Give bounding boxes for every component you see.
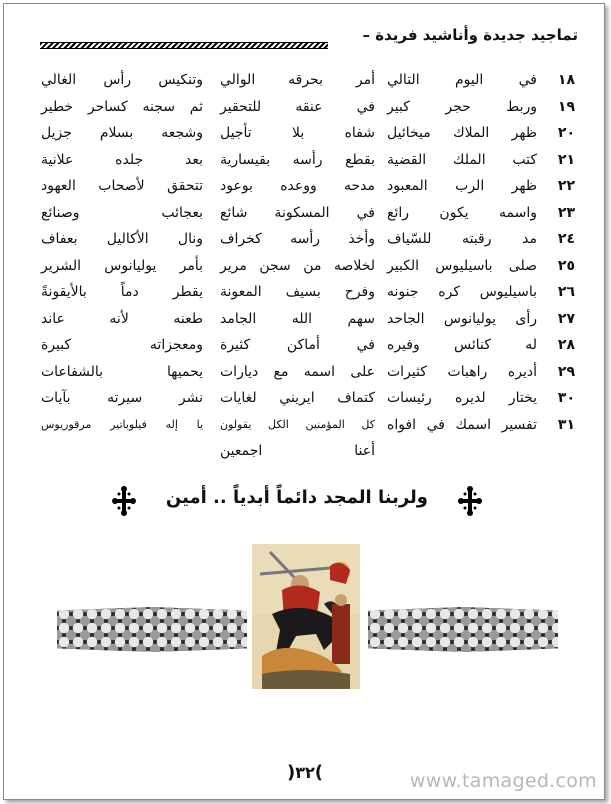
verse-line-1: وربط حجر كبير	[387, 98, 537, 115]
verse-line-1: واسمه يكون رائع	[387, 204, 537, 221]
verse-row	[38, 279, 575, 306]
verse-number: ٣١	[557, 416, 575, 433]
verse-number: ٣٠	[557, 390, 575, 406]
verse-line-1: أديره راهبات كثيرات	[387, 363, 537, 380]
header-decorative-rule	[40, 42, 328, 49]
verse-line-2: شفاه بلا تأجيل	[220, 125, 375, 141]
verse-number: ٢١	[557, 151, 575, 168]
verse-line-2: أمر بحرقه الوالي	[220, 72, 375, 88]
verse-number: ٢٩	[557, 363, 575, 380]
verse-row	[38, 359, 575, 386]
verse-line-3: يحميها بالشفاعات	[41, 363, 203, 380]
verse-line-3: ومعجزاته كبيرة	[41, 337, 203, 353]
verse-line-2: على اسمه مع ديارات	[220, 363, 375, 380]
verse-line-3: وشجعه بسلام جزيل	[41, 125, 203, 141]
verse-line-1: ظهر الملاك ميخائيل	[387, 125, 537, 141]
verse-line-3: يقطر دماً بالأيقونةً	[41, 284, 203, 300]
verse-row	[38, 438, 575, 465]
verse-line-1: تفسير اسمك في افواه	[387, 416, 537, 433]
verse-line-1: مد رقبته للسّياف	[387, 231, 537, 247]
verse-line-1: في اليوم التالي	[387, 72, 537, 88]
verse-number: ١٨	[557, 72, 575, 88]
verse-line-2: وفرح بسيف المعونة	[220, 284, 375, 300]
verse-number: ٢٦	[557, 284, 575, 300]
verse-line-3: نشر سيرته بآيات	[41, 390, 203, 406]
verse-line-3: بعجائب وصنائع	[41, 204, 203, 221]
coptic-cross-icon	[458, 486, 482, 516]
verse-number: ٢٣	[557, 204, 575, 221]
verse-line-3: بأمر يوليانوس الشرير	[41, 257, 203, 274]
verse-row	[38, 306, 575, 333]
watermark: www.tamaged.com	[409, 770, 597, 792]
verse-line-2: في عنقه للتحقير	[220, 98, 375, 115]
verse-line-3: وتنكيس رأس الغالي	[41, 72, 203, 88]
verse-line-2: في المسكونة شائع	[220, 204, 375, 221]
verse-row	[38, 253, 575, 280]
verse-line-2: كتماف ايريني لغايات	[220, 390, 375, 406]
verse-line-3: يا إله فيلوباتير مرقوريوس	[41, 417, 203, 431]
verse-number: ٢٢	[557, 178, 575, 194]
verse-row	[38, 412, 575, 439]
verse-line-2: لخلاصه من سجن مرير	[220, 257, 375, 274]
verse-number: ١٩	[557, 98, 575, 115]
verse-line-2: سهم الله الجامد	[220, 310, 375, 327]
verse-line-2: أعنا اجمعين	[220, 443, 375, 459]
verse-row	[38, 120, 575, 147]
verse-row	[38, 67, 575, 94]
verse-line-2: كل المؤمنين الكل يقولون	[220, 417, 375, 431]
verse-row	[38, 332, 575, 359]
verse-line-2: وأخذ رأسه كخراف	[220, 231, 375, 247]
closing-doxology: ولربنا المجد دائماً أبدياً .. أمين	[165, 487, 428, 508]
verse-row	[38, 385, 575, 412]
page-number-value: ٣٢	[295, 763, 315, 782]
page-header	[40, 22, 578, 52]
verse-line-3: ونال الأكاليل بعفاف	[41, 231, 203, 247]
verse-number: ٢٧	[557, 310, 575, 327]
verse-number: ٢٤	[557, 231, 575, 247]
verse-line-3: بعد جلده علانية	[41, 151, 203, 168]
verse-row	[38, 147, 575, 174]
coptic-cross-icon	[112, 486, 136, 516]
saint-icon-image	[252, 544, 360, 689]
verse-row	[38, 200, 575, 227]
verse-line-1: رأى يوليانوس الجاحد	[387, 310, 537, 327]
decorative-band-left	[57, 607, 247, 652]
page-number: )٣٢(	[287, 762, 323, 783]
verse-number: ٢٨	[557, 337, 575, 353]
verse-line-2: في أماكن كثيرة	[220, 337, 375, 353]
verse-row	[38, 173, 575, 200]
verse-table	[38, 67, 575, 465]
verse-line-1: كتب الملك القضية	[387, 151, 537, 168]
verse-line-2: مدحه ووعده بوعود	[220, 178, 375, 194]
verse-line-3: طعنه لأنه عاند	[41, 310, 203, 327]
verse-line-3: تتحقق لأصحاب العهود	[41, 178, 203, 194]
verse-line-3: ثم سجنه كساحر خطير	[41, 98, 203, 115]
verse-row	[38, 94, 575, 121]
verse-line-1: باسيليوس كره جنونه	[387, 284, 537, 300]
verse-line-2: بقطع رأسه بقيسارية	[220, 151, 375, 168]
verse-row	[38, 226, 575, 253]
decorative-band-right	[368, 607, 558, 652]
verse-line-1: له كنائس وفيره	[387, 337, 537, 353]
verse-line-1: يختار لديره رئيسات	[387, 390, 537, 406]
verse-line-1: ظهر الرب المعبود	[387, 178, 537, 194]
header-title: تماجيد جديدة وأناشيد فريدة –	[362, 26, 578, 44]
verse-line-1: صلى باسيليوس الكبير	[387, 257, 537, 274]
verse-number: ٢٠	[557, 125, 575, 141]
verse-number: ٢٥	[557, 257, 575, 274]
